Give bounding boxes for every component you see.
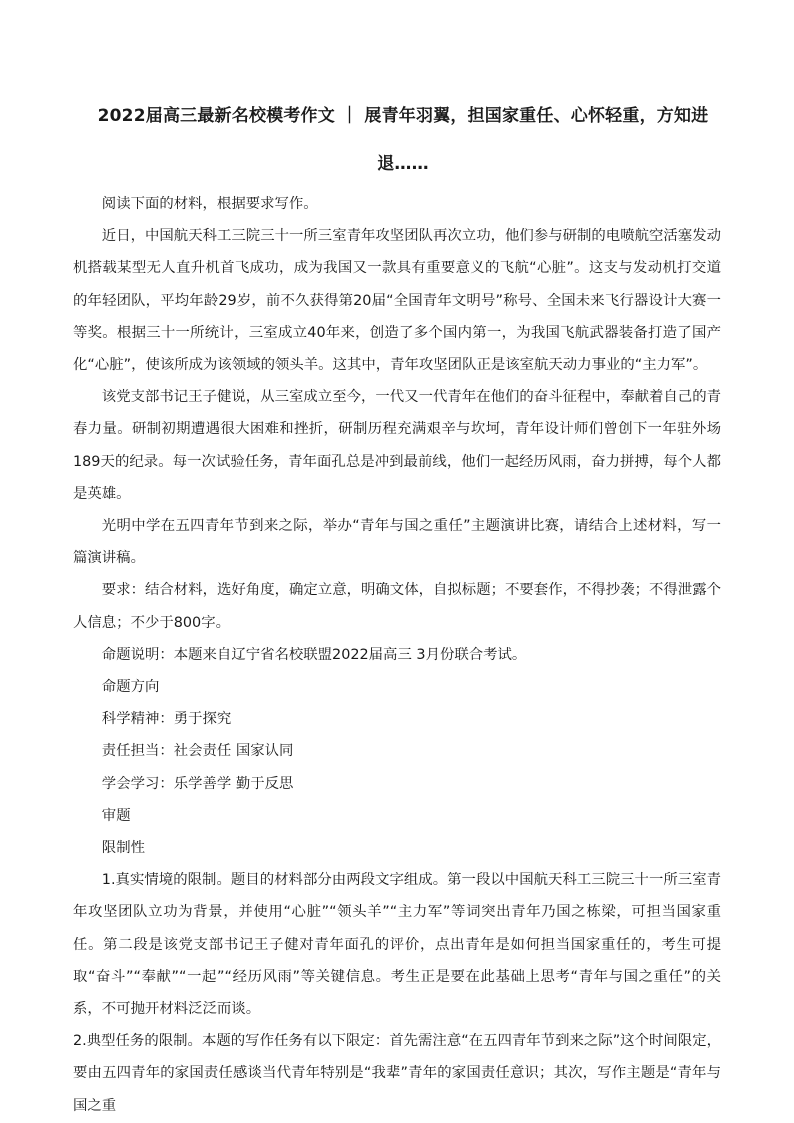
paragraph-material-1: 近日，中国航天科工三院三十一所三室青年攻坚团队再次立功，他们参与研制的电喷航空活塞发动机搭载某型无人直升机首飞成功，成为我国又一款具有重要意义的飞航“心脏”。这支与发动机打交道的年轻团队，平均年龄29岁，前不久获得第20届“全国青年文明号”称号、全国未来飞行器设计大赛一等奖。根据三十一所统计，三室成立40年来，创造了多个国内第一，为我国飞航武器装备打造了国产化“心脏”，使该所成为该领域的领头羊。这其中，青年攻坚团队正是该室航天动力事业的“主力军”。 [73, 228, 721, 374]
paragraph-task: 光明中学在五四青年节到来之际，举办“青年与国之重任”主题演讲比赛，请结合上述材料，写一篇演讲稿。 [73, 518, 721, 567]
paragraph-requirements: 要求：结合材料，选好角度，确定立意，明确文体，自拟标题；不要套作，不得抄袭；不得泄露个人信息；不少于800字。 [73, 582, 721, 631]
direction-item-responsibility: 责任担当：社会责任 国家认同 [101, 743, 294, 760]
section-heading-direction: 命题方向 [101, 679, 160, 696]
section-heading-limits: 限制性 [101, 840, 145, 857]
document-title: 2022届高三最新名校模考作文 ｜ 展青年羽翼，担国家重任、心怀轻重，方知进退…… [97, 106, 709, 174]
section-heading-review: 审题 [101, 807, 131, 824]
paragraph-instruction: 阅读下面的材料，根据要求写作。 [101, 196, 318, 212]
direction-item-learning: 学会学习：乐学善学 勤于反思 [101, 775, 294, 792]
paragraph-limit-2: 2.典型任务的限制。本题的写作任务有以下限定：首先需注意“在五四青年节到来之际”这个时间限定，要由五四青年的家国责任感谈当代青年特别是“我辈”青年的家国责任意识；其次，写作主题是“青年与国之重 [73, 1033, 721, 1114]
document-page [73, 92, 721, 1122]
paragraph-source-note: 命题说明：本题来自辽宁省名校联盟2022届高三 3月份联合考试。 [101, 646, 527, 663]
paragraph-limit-1: 1.真实情境的限制。题目的材料部分由两段文字组成。第一段以中国航天科工三院三十一所三室青年攻坚团队立功为背景，并使用“心脏”“领头羊”“主力军”等词突出青年乃国之栋梁，可担当国家重任。第二段是该党支部书记王子健对青年面孔的评价，点出青年是如何担当国家重任的，考生可提取“奋斗”“奉献”“一起”“经历风雨”等关键信息。考生正是要在此基础上思考“青年与国之重任”的关系，不可抛开材料泛泛而谈。 [73, 872, 721, 1018]
paragraph-material-2: 该党支部书记王子健说，从三室成立至今，一代又一代青年在他们的奋斗征程中，奉献着自己的青春力量。研制初期遭遇很大困难和挫折，研制历程充满艰辛与坎坷，青年设计师们曾创下一年驻外场189天的纪录。每一次试验任务，青年面孔总是冲到最前线，他们一起经历风雨，奋力拼搏，每个人都是英雄。 [73, 389, 721, 502]
direction-item-science: 科学精神：勇于探究 [101, 711, 232, 728]
